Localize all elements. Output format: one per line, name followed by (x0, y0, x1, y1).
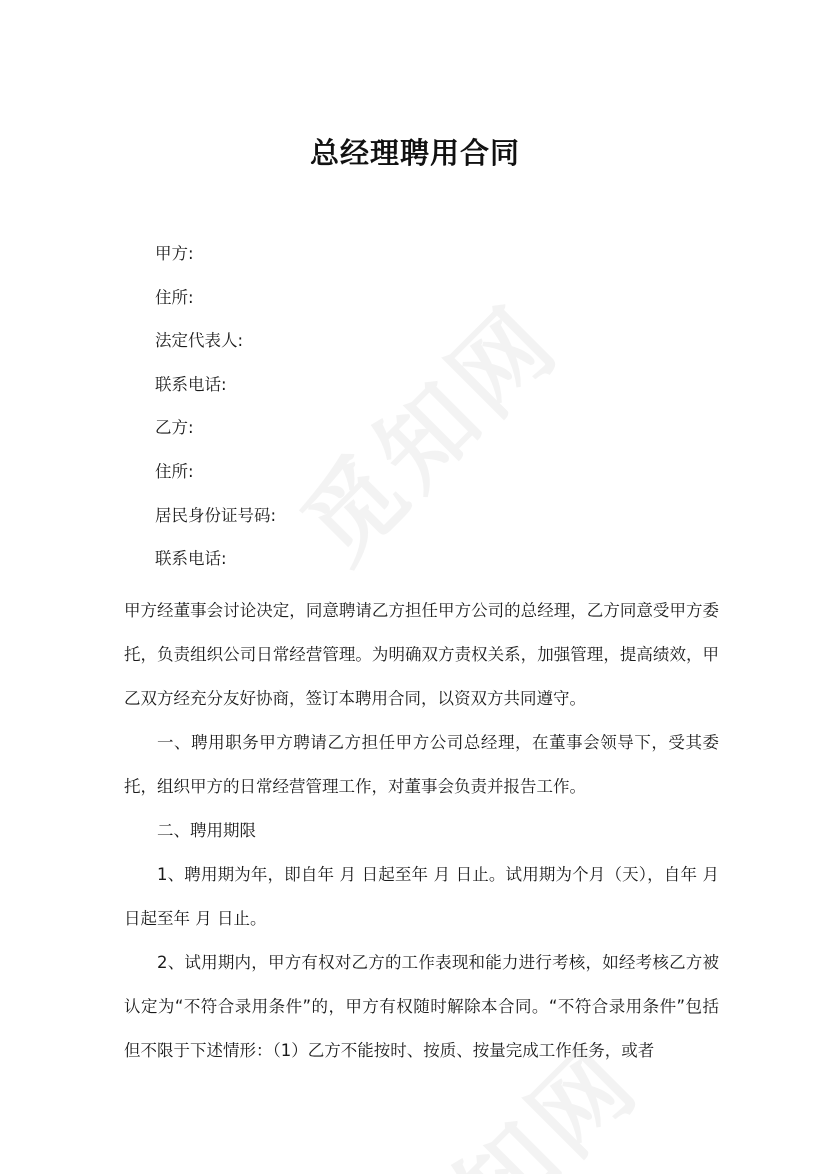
clause-term-heading: 二、聘用期限 (157, 821, 256, 840)
clause-probation-paragraph: 2、试用期内，甲方有权对乙方的工作表现和能力进行考核，如经考核乙方被认定为“不符合录用条件”的，甲方有权随时解除本合同。“不符合录用条件”包括但不限于下述情形：（1）乙方不能按时、按质、按量完成工作任务，或者 (124, 953, 719, 1060)
party-b-field: 乙方: (155, 418, 194, 438)
legal-representative-field: 法定代表人: (155, 331, 244, 351)
id-number-field: 居民身份证号码: (155, 505, 277, 525)
watermark (267, 270, 584, 587)
party-b-address-field: 住所: (155, 461, 194, 481)
contract-body (124, 589, 719, 1073)
clause-term-period-paragraph: 1、聘用期为年，即自年 月 日起至年 月 日止。试用期为个月（天），自年 月日起至年 月 日止。 (124, 865, 719, 928)
party-a-field: 甲方: (155, 244, 194, 263)
party-b-phone-field: 联系电话: (155, 549, 227, 569)
party-a-address-field: 住所: (155, 287, 194, 307)
document-title: 总经理聘用合同 (309, 136, 520, 171)
party-a-phone-field: 联系电话: (155, 374, 227, 394)
party-info-list (155, 240, 276, 589)
preamble-paragraph: 甲方经董事会讨论决定，同意聘请乙方担任甲方公司的总经理，乙方同意受甲方委托，负责组织公司日常经营管理。为明确双方责权关系，加强管理，提高绩效，甲乙双方经充分友好协商，签订本聘用合同，以资双方共同遵守。 (124, 601, 719, 708)
clause-position-paragraph: 一、聘用职务甲方聘请乙方担任甲方公司总经理，在董事会领导下，受其委托，组织甲方的日常经营管理工作，对董事会负责并报告工作。 (124, 733, 719, 796)
